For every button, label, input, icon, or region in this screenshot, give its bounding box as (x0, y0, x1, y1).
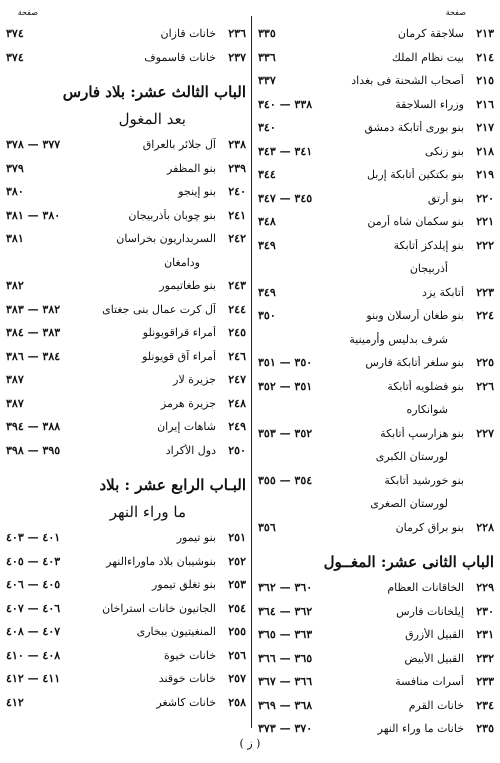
entry-number: ٢٣٢ (476, 651, 494, 665)
entry-title: بنو براق كرمان (395, 520, 464, 534)
entry-title: بنو إيلدكز أتابكة (393, 238, 464, 252)
entry-pages: ٣٧٠ — ٣٧٣ (258, 722, 313, 736)
toc-entry (258, 600, 494, 624)
entry-title: خانات خوقند (158, 672, 216, 686)
entry-title: وزراء السلاجقة (395, 97, 464, 111)
toc-entry (6, 227, 246, 251)
entry-title: بنوشيبان بلاد ماوراءالنهر (106, 554, 216, 568)
entry-title: بنو بورى أتابكة دمشق (364, 121, 464, 135)
entry-pages: ٣٩٥ — ٣٩٨ (6, 443, 61, 457)
entry-number: ٢٢٠ (476, 191, 494, 205)
entry-title: جزيرة لار (173, 373, 216, 387)
entry-pages: ٣٤٠ (258, 121, 276, 135)
toc-entry (6, 204, 246, 228)
left-entries-list (6, 22, 246, 69)
entry-title: بنو أرتق (427, 191, 464, 205)
entry-number: ٢١٧ (476, 121, 494, 135)
entry-number: ٢٢٣ (476, 285, 494, 299)
entry-pages: ٤٠٧ — ٤٠٨ (6, 625, 61, 639)
chapter-entries-list (6, 526, 246, 714)
toc-entry (6, 22, 246, 46)
entry-pages: ٤١٢ (6, 695, 24, 709)
toc-entry (258, 623, 494, 647)
entry-title: بنو تيمور (176, 531, 216, 545)
entry-pages: ٣٨٠ — ٣٨١ (6, 208, 61, 222)
entry-pages: ٣٦٥ — ٣٦٦ (258, 651, 313, 665)
entry-title: بنو فضلويه أتابكة (387, 379, 464, 393)
entry-pages: ٣٨٣ — ٣٨٤ (6, 326, 61, 340)
toc-entry (6, 550, 246, 574)
entry-pages: ٣٧٧ — ٣٧٨ (6, 138, 61, 152)
chapter-entries-list (258, 576, 494, 741)
entry-number: ٢٤٥ (228, 326, 246, 340)
entry-pages: ٣٣٥ (258, 27, 276, 41)
toc-entry (258, 670, 494, 694)
entry-number: ٢٣٣ (476, 675, 494, 689)
entry-pages: ٤١١ — ٤١٢ (6, 672, 61, 686)
entry-pages: ٤٠٨ — ٤١٠ (6, 648, 61, 662)
entry-pages: ٣٦٨ — ٣٦٩ (258, 698, 313, 712)
toc-entry (258, 140, 494, 164)
entry-pages: ٣٥٤ — ٣٥٥ (258, 473, 313, 487)
entry-title: بنو چوبان بأذربيجان (128, 208, 216, 222)
entry-title: آل كرت عمال بنى جغتاى (102, 302, 216, 316)
toc-entry (6, 597, 246, 621)
toc-entry (6, 392, 246, 416)
toc-entry (6, 644, 246, 668)
entry-title: بنو تغلق تيمور (152, 578, 216, 592)
page-column-header: صفحة (445, 8, 466, 17)
entry-number: ٢٢٤ (476, 309, 494, 323)
entry-number: ٢٣١ (476, 628, 494, 642)
entry-pages: ٤٠١ — ٤٠٣ (6, 531, 61, 545)
entry-number: ٢٥٥ (228, 625, 246, 639)
entry-title: أصحاب الشحنة فى بغداد (351, 74, 464, 88)
toc-entry (6, 321, 246, 345)
toc-entry (6, 274, 246, 298)
entry-number: ٢٢٩ (476, 581, 494, 595)
entry-pages: ٣٣٧ (258, 74, 276, 88)
entry-pages: ٣٤٩ (258, 285, 276, 299)
toc-entry (258, 163, 494, 187)
page-column-header: صفحة (17, 8, 38, 17)
entry-pages: ٣٨٤ — ٣٨٦ (6, 349, 61, 363)
entry-pages: ٣٥٦ (258, 520, 276, 534)
column-divider (251, 16, 252, 728)
entry-pages: ٣٦٦ — ٣٦٧ (258, 675, 313, 689)
chapter-heading: البـاب الرابع عشر : بلاد (99, 476, 246, 494)
entry-number: ٢٥٣ (228, 578, 246, 592)
entry-title: بنو خورشيد أتابكة (384, 473, 464, 487)
entry-pages: ٣٤٥ — ٣٤٧ (258, 191, 313, 205)
toc-entry (258, 234, 494, 258)
toc-entry (6, 180, 246, 204)
toc-entry (258, 576, 494, 600)
entry-pages: ٣٨٠ (6, 185, 24, 199)
toc-entry (258, 22, 494, 46)
page-number: ( ز ) (239, 737, 261, 750)
toc-entry (258, 187, 494, 211)
toc-entry (6, 573, 246, 597)
entry-number: ٢٢٨ (476, 520, 494, 534)
toc-entry (258, 46, 494, 70)
entry-number: ٢١٦ (476, 97, 494, 111)
entry-number: ٢٥٤ (228, 601, 246, 615)
entry-number: ٢٤١ (228, 208, 246, 222)
toc-entry (6, 46, 246, 70)
entry-pages: ٣٦٠ — ٣٦٢ (258, 581, 313, 595)
toc-entry (258, 116, 494, 140)
entry-title-continuation: ودامغان (164, 255, 200, 269)
entry-title-continuation: أذربيجان (409, 262, 448, 275)
entry-number: ٢٤٣ (228, 279, 246, 293)
entry-number: ٢٤٨ (228, 396, 246, 410)
entry-title: خانات القرم (408, 698, 464, 712)
right-column (258, 8, 494, 741)
entry-title: جزيرة هرمز (160, 396, 216, 410)
entry-title: بنو هزارسپ أتابكة (380, 426, 464, 440)
entry-pages: ٣٥٠ — ٣٥١ (258, 356, 313, 370)
entry-number: ٢١٨ (476, 144, 494, 158)
chapter-subheading: ما وراء النهر (109, 503, 186, 521)
right-entries-list (258, 22, 494, 539)
entry-pages: ٣٨٨ — ٣٩٤ (6, 420, 61, 434)
entry-title: دول الأكراد (165, 443, 216, 457)
toc-entry (6, 368, 246, 392)
chapter-entries-list (6, 133, 246, 462)
entry-title-continuation: لورستان الكبرى (375, 450, 448, 463)
toc-entry (6, 415, 246, 439)
toc-entry (258, 69, 494, 93)
entry-pages: ٤٠٦ — ٤٠٧ (6, 601, 61, 615)
entry-number: ٢٣٧ (228, 50, 246, 64)
entry-pages: ٣٤٤ (258, 168, 276, 182)
toc-entry (6, 133, 246, 157)
entry-title: المنغيتيون ببخارى (136, 625, 216, 639)
entry-title: خانات كاشغر (156, 695, 216, 709)
entry-title: سلاجقة كرمان (397, 27, 464, 41)
toc-entry (258, 304, 494, 328)
chapter-heading: الباب الثانى عشر: المغــول (323, 553, 494, 571)
entry-pages: ٣٦٢ — ٣٦٤ (258, 604, 313, 618)
toc-entry (258, 93, 494, 117)
entry-pages: ٣٤١ — ٣٤٣ (258, 144, 313, 158)
entry-title: القبيل الأزرق (405, 628, 464, 642)
entry-pages: ٣٥٠ (258, 309, 276, 323)
toc-entry (258, 516, 494, 540)
entry-number: ٢٥٢ (228, 554, 246, 568)
entry-pages: ٣٨٧ (6, 396, 24, 410)
toc-entry (6, 439, 246, 463)
entry-number: ٢٥٨ (228, 695, 246, 709)
entry-number: ٢٢١ (476, 215, 494, 229)
entry-number: ٢٤٦ (228, 349, 246, 363)
entry-pages: ٤٠٥ — ٤٠٦ (6, 578, 61, 592)
entry-pages: ٣٨١ (6, 232, 24, 246)
entry-number: ٢١٤ (476, 50, 494, 64)
entry-title: بيت نظام الملك (391, 50, 464, 64)
entry-pages: ٣٤٨ (258, 215, 276, 229)
entry-pages: ٣٤٩ (258, 238, 276, 252)
entry-pages: ٣٥١ — ٣٥٢ (258, 379, 313, 393)
entry-title: بنو إينجو (178, 185, 216, 199)
toc-entry (258, 351, 494, 375)
toc-entry (258, 647, 494, 671)
chapter-heading: الباب الثالث عشر: بلاد فارس (62, 83, 246, 101)
entry-number: ٢١٣ (476, 27, 494, 41)
toc-entry (6, 691, 246, 715)
toc-entry (6, 667, 246, 691)
entry-title: أسرات منافسة (395, 675, 464, 689)
entry-title: بنو سكمان شاه أرمن (367, 215, 464, 229)
entry-number: ٢١٥ (476, 74, 494, 88)
entry-number: ٢٣٠ (476, 604, 494, 618)
toc-entry (258, 469, 494, 493)
entry-title: بنو طغان أرسلان وبنو (366, 309, 464, 323)
toc-entry (258, 210, 494, 234)
entry-title: القبيل الأبيض (404, 651, 464, 665)
entry-title-continuation: لورستان الصغرى (370, 497, 448, 510)
entry-number: ٢٣٩ (228, 161, 246, 175)
entry-number: ٢١٩ (476, 168, 494, 182)
entry-title: بنو سلغر أتابكة فارس (365, 356, 464, 370)
toc-entry (6, 157, 246, 181)
toc-entry (6, 298, 246, 322)
entry-pages: ٣٨٧ (6, 373, 24, 387)
entry-pages: ٣٣٨ — ٣٤٠ (258, 97, 313, 111)
entry-number: ٢٤٢ (228, 232, 246, 246)
entry-title: أمراء آق قويونلو (142, 349, 216, 363)
entry-number: ٢٤٧ (228, 373, 246, 387)
entry-title: الجانيون خانات استراخان (102, 601, 216, 615)
entry-pages: ٣٥٢ — ٣٥٣ (258, 426, 313, 440)
entry-pages: ٣٧٩ (6, 161, 24, 175)
toc-entry (258, 375, 494, 399)
entry-number: ٢٥٦ (228, 648, 246, 662)
entry-pages: ٤٠٣ — ٤٠٥ (6, 554, 61, 568)
entry-title: بنو المظفر (167, 161, 216, 175)
toc-entry (6, 620, 246, 644)
entry-title: إيلخانات فارس (396, 604, 464, 618)
entry-title: آل جلائر بالعراق (142, 138, 216, 152)
entry-title: بنو طغاتيمور (159, 279, 216, 293)
entry-pages: ٣٨٢ — ٣٨٣ (6, 302, 61, 316)
entry-title: خانات قازان (160, 27, 216, 41)
entry-number: ٢٣٥ (476, 722, 494, 736)
toc-entry (6, 345, 246, 369)
entry-title: خانات خيوة (164, 648, 216, 662)
entry-number: ٢٣٦ (228, 27, 246, 41)
entry-number: ٢٥١ (228, 531, 246, 545)
entry-title: أتابكة يزد (421, 285, 464, 299)
entry-title: الخاقانات العظام (387, 581, 464, 595)
entry-title-continuation: شوانكاره (406, 403, 448, 416)
entry-title: شاهات إيران (157, 420, 216, 434)
left-column (6, 8, 246, 714)
entry-number: ٢٣٤ (476, 698, 494, 712)
entry-number: ٢٤٠ (228, 185, 246, 199)
entry-number: ٢٢٥ (476, 356, 494, 370)
entry-title: بنو زنكى (424, 144, 464, 158)
entry-pages: ٣٣٦ (258, 50, 276, 64)
toc-entry (258, 281, 494, 305)
entry-title: السربداريون بخراسان (116, 232, 216, 246)
entry-pages: ٣٧٤ (6, 50, 24, 64)
toc-entry (258, 422, 494, 446)
entry-title-continuation: شرف بدليس وأرمينية (349, 332, 448, 346)
chapter-subheading: بعد المغول (118, 110, 186, 128)
entry-title: بنو بكتكين أتابكة إربل (366, 168, 464, 182)
entry-pages: ٣٨٢ (6, 279, 24, 293)
entry-pages: ٣٧٤ (6, 27, 24, 41)
entry-number: ٢٢٦ (476, 379, 494, 393)
entry-title: خانات ما وراء النهر (377, 722, 464, 736)
entry-number: ٢٤٩ (228, 420, 246, 434)
entry-number: ٢٢٧ (476, 426, 494, 440)
entry-title: خانات قاسموف (144, 50, 216, 64)
toc-entry (258, 694, 494, 718)
entry-title: أمراء قراقويونلو (142, 326, 216, 340)
entry-number: ٢٤٤ (228, 302, 246, 316)
entry-number: ٢٥٠ (228, 443, 246, 457)
entry-pages: ٣٦٣ — ٣٦٥ (258, 628, 313, 642)
entry-number: ٢٥٧ (228, 672, 246, 686)
entry-number: ٢٢٢ (476, 238, 494, 252)
toc-entry (6, 526, 246, 550)
entry-number: ٢٣٨ (228, 138, 246, 152)
